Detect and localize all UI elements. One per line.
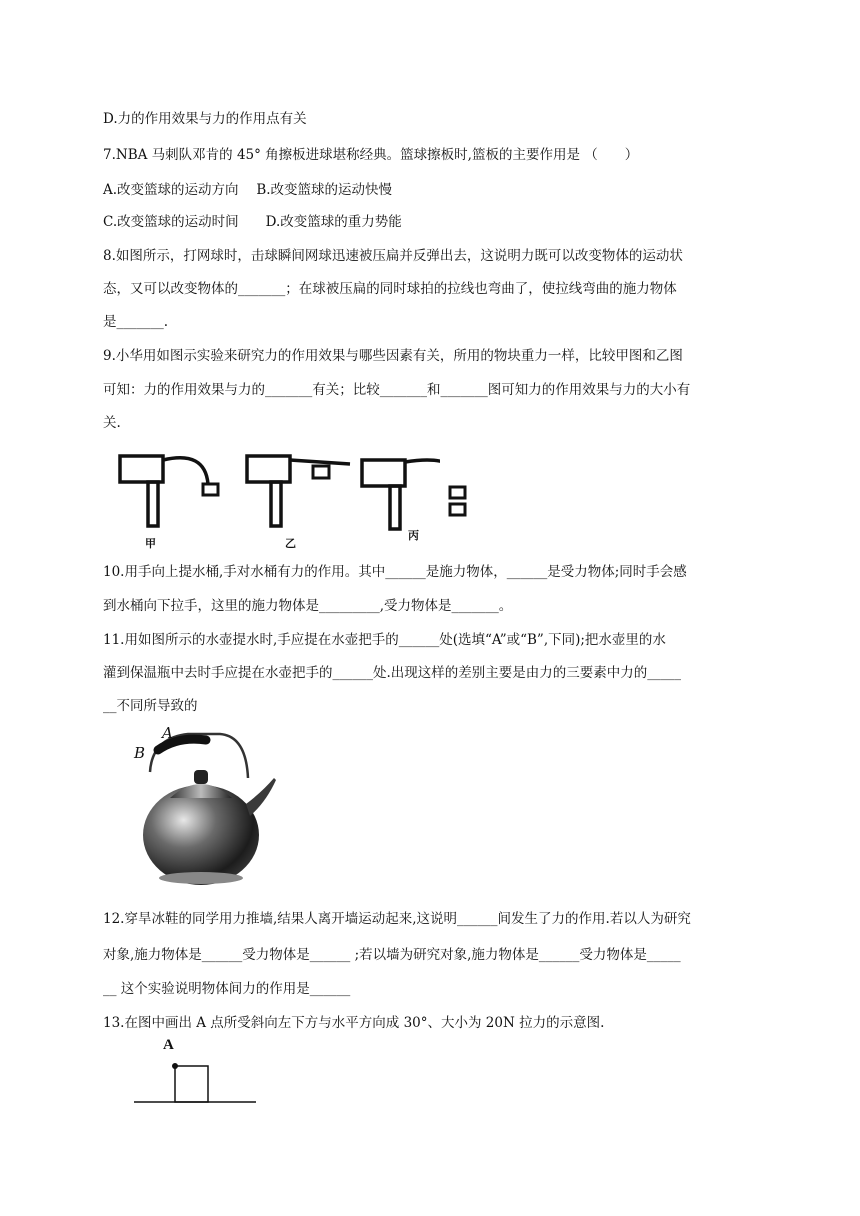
question-7-options-ab: A.改变篮球的运动方向 B.改变篮球的运动快慢 <box>103 182 393 198</box>
question-9-line-1: 9.小华用如图示实验来研究力的作用效果与哪些因素有关，所用的物块重力一样，比较甲图和乙图 <box>103 348 683 364</box>
figure-9-box-third <box>445 484 475 524</box>
question-8-line-3: 是_______. <box>103 314 169 330</box>
question-10-line-2: 到水桶向下拉手，这里的施力物体是_________,受力物体是_______。 <box>103 598 513 614</box>
point-a-dot <box>172 1063 178 1069</box>
kettle-label-b: B <box>134 744 146 762</box>
question-8-line-2: 态，又可以改变物体的_______；在球被压扁的同时球拍的拉线也弯曲了，使拉线弯曲的施力物体 <box>103 281 677 297</box>
question-9-line-2: 可知：力的作用效果与力的_______有关；比较_______和_______图可知力的作用效果与力的大小有 <box>103 382 691 398</box>
figure-9-experiment <box>110 446 440 556</box>
figure-9-label-yi: 乙 <box>285 537 296 550</box>
question-7-line-1: 7.NBA 马刺队邓肯的 45° 角擦板进球堪称经典。篮球擦板时,篮板的主要作用是 （ ） <box>103 147 639 163</box>
question-11-line-1: 11.用如图所示的水壶提水时,手应提在水壶把手的______处(选填“A”或“B”,下同);把水壶里的水 <box>103 632 666 648</box>
kettle-label-a: A <box>162 724 173 742</box>
kettle-image <box>128 720 278 890</box>
figure-9-label-jia: 甲 <box>145 537 156 550</box>
question-9-line-3: 关. <box>103 415 121 431</box>
figure-13-label-a: A <box>163 1037 174 1053</box>
question-7-options-cd: C.改变篮球的运动时间 D.改变篮球的重力势能 <box>103 214 402 230</box>
question-11-line-3: __不同所导致的 <box>103 698 198 714</box>
figure-13-block-diagram <box>130 1056 260 1116</box>
question-11-line-2: 灌到保温瓶中去时手应提在水壶把手的______处.出现这样的差别主要是由力的三要素中力的_____ <box>103 665 682 681</box>
figure-9-label-bing: 丙 <box>408 529 419 542</box>
question-12-line-3: __ 这个实验说明物体间力的作用是______ <box>103 981 351 997</box>
question-13-line-1: 13.在图中画出 A 点所受斜向左下方与水平方向成 30°、大小为 20N 拉力的示意图. <box>103 1015 605 1031</box>
question-12-line-2: 对象,施力物体是______受力物体是______ ;若以墙为研究对象,施力物体是______受力物体是_____ <box>103 947 681 963</box>
question-12-line-1: 12.穿旱冰鞋的同学用力推墙,结果人离开墙运动起来,这说明______间发生了力的作用.若以人为研究 <box>103 911 691 927</box>
question-10-line-1: 10.用手向上提水桶,手对水桶有力的作用。其中______是施力物体，______是受力物体;同时手会感 <box>103 564 687 580</box>
question-8-line-1: 8.如图所示，打网球时，击球瞬间网球迅速被压扁并反弹出去，这说明力既可以改变物体的运动状 <box>103 248 683 264</box>
option-d-line: D.力的作用效果与力的作用点有关 <box>103 111 307 127</box>
